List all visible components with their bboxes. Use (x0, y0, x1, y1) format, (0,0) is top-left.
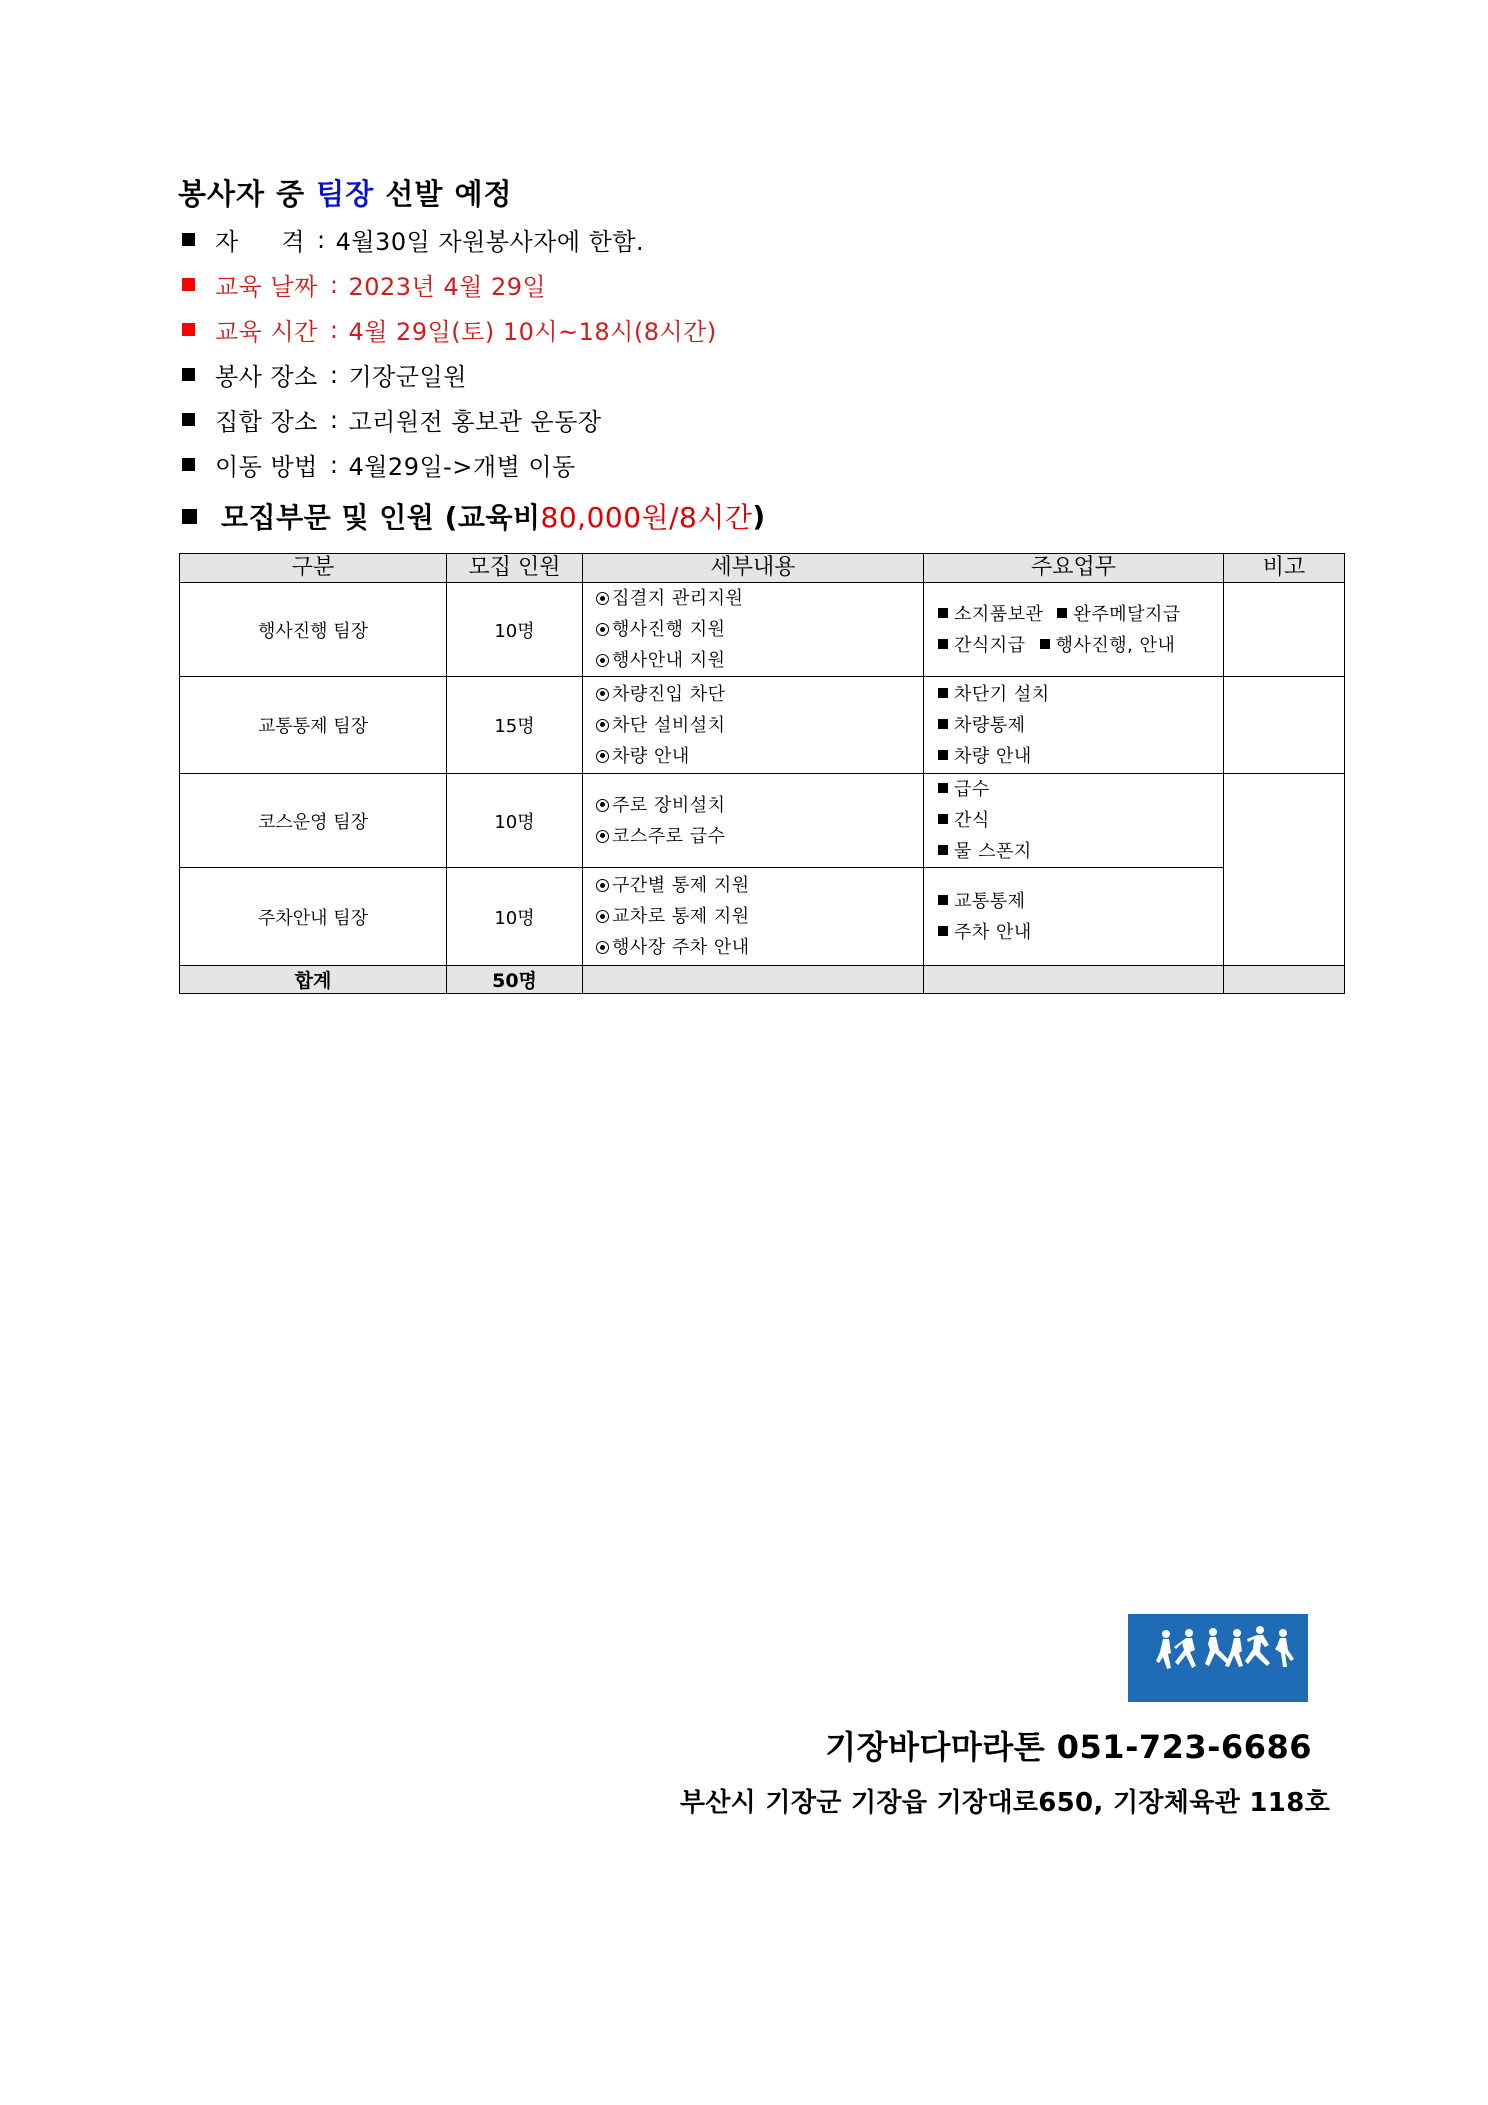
square-bullet-icon (182, 323, 195, 336)
square-bullet-icon (938, 750, 948, 760)
table-row (180, 868, 1345, 966)
info-value: 기장군일원 (348, 363, 467, 391)
table-row (180, 774, 1345, 868)
info-label: 교육 시간 (215, 318, 318, 346)
cell-duties: 급수 간식 물 스폰지 (924, 774, 1224, 868)
cell-count: 10명 (447, 774, 583, 868)
separator: : (317, 225, 326, 254)
total-count: 50명 (447, 966, 583, 994)
square-bullet-icon (1040, 639, 1050, 649)
recruitment-table (179, 553, 1345, 994)
marathon-logo (1128, 1614, 1308, 1702)
radio-bullet-icon (596, 941, 609, 954)
square-bullet-icon (938, 895, 948, 905)
info-label: 이동 방법 (215, 453, 318, 481)
cell-note (1224, 677, 1345, 774)
fee-suffix: ) (752, 499, 766, 533)
table-total-row (180, 966, 1345, 994)
cell-note-merged (1224, 774, 1345, 966)
section-heading-text: 모집부문 및 인원 (221, 501, 435, 534)
info-label: 교육 날짜 (215, 273, 318, 301)
info-label: 봉사 장소 (215, 363, 318, 391)
info-qualification (180, 222, 644, 257)
radio-bullet-icon (596, 623, 609, 636)
header-count: 모집 인원 (447, 554, 583, 583)
radio-bullet-icon (596, 750, 609, 763)
organization-contact: 기장바다마라톤 051-723-6686 (825, 1728, 1312, 1766)
info-label: 집합 장소 (215, 408, 318, 436)
radio-bullet-icon (596, 654, 609, 667)
info-transport (180, 447, 576, 482)
square-bullet-icon (182, 413, 195, 426)
cell-details: 주로 장비설치 코스주로 급수 (583, 774, 924, 868)
square-bullet-icon (938, 719, 948, 729)
cell-details: 집결지 관리지원 행사진행 지원 행사안내 지원 (583, 583, 924, 677)
cell-category: 코스운영 팀장 (180, 774, 447, 868)
radio-bullet-icon (596, 879, 609, 892)
info-training-date (180, 267, 546, 302)
separator: : (329, 315, 339, 344)
info-value: 4월 29일(토) 10시~18시(8시간) (348, 318, 717, 346)
training-fee: 80,000원/8시간 (540, 501, 753, 534)
square-bullet-icon (182, 233, 195, 246)
total-note (1224, 966, 1345, 994)
radio-bullet-icon (596, 830, 609, 843)
cell-category: 행사진행 팀장 (180, 583, 447, 677)
cell-note (1224, 583, 1345, 677)
info-volunteer-location (180, 357, 467, 392)
square-bullet-icon (182, 458, 195, 471)
radio-bullet-icon (596, 592, 609, 605)
total-label: 합계 (180, 966, 447, 994)
separator: : (329, 360, 339, 389)
cell-category: 교통통제 팀장 (180, 677, 447, 774)
header-note: 비고 (1224, 554, 1345, 583)
info-value: 고리원전 홍보관 운동장 (348, 408, 602, 436)
square-bullet-icon (938, 814, 948, 824)
separator: : (329, 405, 339, 434)
page-title (178, 172, 513, 213)
info-value: 4월29일->개별 이동 (348, 453, 576, 481)
header-duties: 주요업무 (924, 554, 1224, 583)
square-bullet-icon (182, 509, 197, 524)
table-row (180, 677, 1345, 774)
table-row (180, 583, 1345, 677)
table-header-row (180, 554, 1345, 583)
info-training-time (180, 312, 717, 347)
title-highlight: 팀장 (316, 177, 375, 211)
cell-details: 차량진입 차단 차단 설비설치 차량 안내 (583, 677, 924, 774)
title-text: 봉사자 중 (178, 177, 317, 211)
square-bullet-icon (1057, 608, 1067, 618)
info-value: 2023년 4월 29일 (348, 273, 547, 301)
title-text-end: 선발 예정 (374, 177, 513, 211)
square-bullet-icon (182, 278, 195, 291)
cell-duties: 차단기 설치 차량통제 차량 안내 (924, 677, 1224, 774)
radio-bullet-icon (596, 719, 609, 732)
runners-icon (1128, 1614, 1308, 1702)
cell-duties: 교통통제 주차 안내 (924, 868, 1224, 966)
square-bullet-icon (938, 639, 948, 649)
total-details (583, 966, 924, 994)
info-label: 자 격 (215, 228, 305, 256)
separator: : (329, 450, 339, 479)
square-bullet-icon (938, 783, 948, 793)
square-bullet-icon (938, 608, 948, 618)
total-duties (924, 966, 1224, 994)
square-bullet-icon (938, 845, 948, 855)
radio-bullet-icon (596, 799, 609, 812)
cell-duties: 소지품보관 완주메달지급 간식지급 행사진행, 안내 (924, 583, 1224, 677)
organization-address: 부산시 기장군 기장읍 기장대로650, 기장체육관 118호 (679, 1788, 1330, 1818)
fee-prefix: (교육비 (444, 501, 541, 534)
section-heading (180, 496, 766, 536)
header-details: 세부내용 (583, 554, 924, 583)
square-bullet-icon (938, 688, 948, 698)
cell-category: 주차안내 팀장 (180, 868, 447, 966)
square-bullet-icon (938, 926, 948, 936)
info-value: 4월30일 자원봉사자에 한함. (335, 228, 645, 256)
square-bullet-icon (182, 368, 195, 381)
radio-bullet-icon (596, 688, 609, 701)
cell-count: 15명 (447, 677, 583, 774)
info-meeting-place (180, 402, 602, 437)
cell-details: 구간별 통제 지원 교차로 통제 지원 행사장 주차 안내 (583, 868, 924, 966)
header-category: 구분 (180, 554, 447, 583)
cell-count: 10명 (447, 583, 583, 677)
separator: : (329, 270, 339, 299)
cell-count: 10명 (447, 868, 583, 966)
radio-bullet-icon (596, 910, 609, 923)
